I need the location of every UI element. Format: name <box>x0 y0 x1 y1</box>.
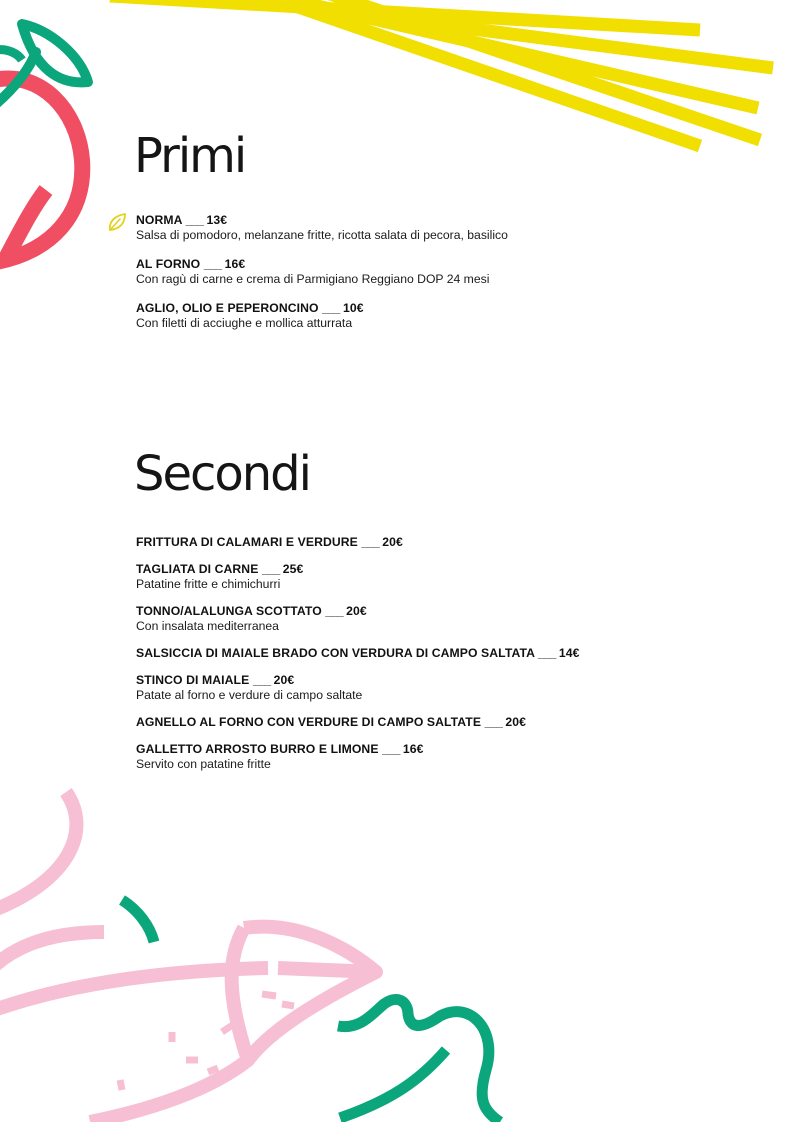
dish-name: FRITTURA DI CALAMARI E VERDURE <box>136 535 358 549</box>
menu-item <box>136 646 756 661</box>
price-separator: ___ <box>261 562 280 576</box>
dish-name: NORMA <box>136 213 183 227</box>
dish-description: Con insalata mediterranea <box>136 619 279 633</box>
dish-price: 10€ <box>342 301 364 315</box>
dish-name: TONNO/ALALUNGA SCOTTATO <box>136 604 322 618</box>
leaf-icon <box>106 211 128 233</box>
menu-item <box>136 604 756 634</box>
price-separator: ___ <box>322 301 340 315</box>
dish-name: GALLETTO ARROSTO BURRO E LIMONE <box>136 742 379 756</box>
dish-description: Patate al forno e verdure di campo saltate <box>136 688 363 702</box>
menu-item <box>136 562 756 592</box>
dish-heading <box>136 646 756 661</box>
dish-heading <box>136 301 756 316</box>
menu-item <box>136 535 756 550</box>
dish-name: AGNELLO AL FORNO CON VERDURE DI CAMPO SALTATE <box>136 715 482 729</box>
dish-description: Con filetti di acciughe e mollica atturrata <box>136 316 353 330</box>
menu-item <box>136 301 756 331</box>
dish-heading <box>136 535 756 550</box>
dish-name: STINCO DI MAIALE <box>136 673 250 687</box>
dish-name: AGLIO, OLIO E PEPERONCINO <box>136 301 319 315</box>
dish-name: SALSICCIA DI MAIALE BRADO CON VERDURA DI CAMPO SALTATA <box>136 646 535 660</box>
menu-item <box>136 715 756 730</box>
dish-price: 16€ <box>224 257 246 271</box>
dish-description: Servito con patatine fritte <box>136 757 271 771</box>
price-separator: ___ <box>252 673 271 687</box>
dish-price: 16€ <box>402 742 424 756</box>
dish-heading <box>136 562 756 577</box>
dish-heading <box>136 715 756 730</box>
dish-price: 20€ <box>382 535 403 549</box>
dish-price: 25€ <box>282 562 304 576</box>
price-separator: ___ <box>203 257 222 271</box>
dish-price: 20€ <box>346 604 367 618</box>
price-separator: ___ <box>382 742 400 756</box>
price-separator: ___ <box>538 646 556 660</box>
dish-description: Patatine fritte e chimichurri <box>136 577 281 591</box>
dish-name: AL FORNO <box>136 257 201 271</box>
section-title-secondi: Secondi <box>134 446 310 502</box>
primi-menu-list <box>136 213 756 345</box>
dish-price: 20€ <box>273 673 295 687</box>
dish-description: Salsa di pomodoro, melanzane fritte, ricotta salata di pecora, basilico <box>136 228 508 242</box>
dish-price: 13€ <box>206 213 228 227</box>
menu-item <box>136 213 756 243</box>
dish-price: 14€ <box>558 646 580 660</box>
price-separator: ___ <box>325 604 343 618</box>
dish-heading <box>136 742 756 757</box>
dish-description: Con ragù di carne e crema di Parmigiano Reggiano DOP 24 mesi <box>136 272 490 286</box>
price-separator: ___ <box>185 213 203 227</box>
dish-heading <box>136 604 756 619</box>
secondi-menu-list <box>136 535 756 784</box>
dish-name: TAGLIATA DI CARNE <box>136 562 259 576</box>
dish-heading <box>136 257 756 272</box>
price-separator: ___ <box>484 715 502 729</box>
section-title-primi: Primi <box>134 128 246 184</box>
menu-item <box>136 673 756 703</box>
menu-item <box>136 257 756 287</box>
dish-price: 20€ <box>505 715 527 729</box>
menu-item <box>136 742 756 772</box>
price-separator: ___ <box>361 535 379 549</box>
dish-heading <box>136 213 756 228</box>
dish-heading <box>136 673 756 688</box>
